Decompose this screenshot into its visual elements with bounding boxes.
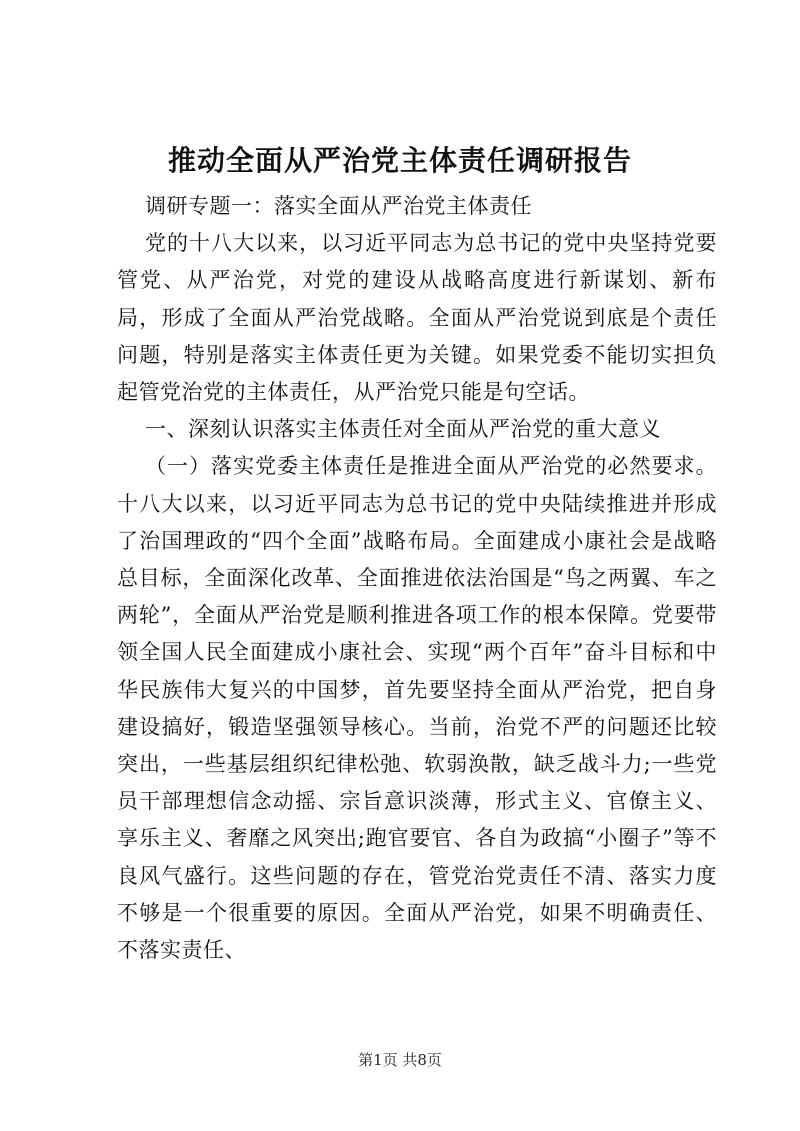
page-footer: 第1页 共8页 (358, 1051, 442, 1069)
document-body (117, 188, 717, 969)
document-title: 推动全面从严治党主体责任调研报告 (167, 144, 632, 177)
paragraph-subsection-1: （一）落实党委主体责任是推进全面从严治党的必然要求。十八大以来，以习近平同志为总书记的党中央陆续推进并形成了治国理政的“四个全面”战略布局。全面建成小康社会是战略总目标，全面深化改革、全面推进依法治国是“鸟之两翼、车之两轮”，全面从严治党是顺利推进各项工作的根本保障。党要带领全国人民全面建成小康社会、实现“两个百年”奋斗目标和中华民族伟大复兴的中国梦，首先要坚持全面从严治党，把自身建设搞好，锻造坚强领导核心。当前，治党不严的问题还比较突出，一些基层组织纪律松弛、软弱涣散，缺乏战斗力;一些党员干部理想信念动摇、宗旨意识淡薄，形式主义、官僚主义、享乐主义、奢靡之风突出;跑官要官、各自为政搞“小圈子”等不良风气盛行。这些问题的存在，管党治党责任不清、落实力度不够是一个很重要的原因。全面从严治党，如果不明确责任、不落实责任、 (117, 454, 717, 963)
paragraph-intro: 党的十八大以来，以习近平同志为总书记的党中央坚持党要管党、从严治党，对党的建设从战略高度进行新谋划、新布局，形成了全面从严治党战略。全面从严治党说到底是个责任问题，特别是落实主体责任更为关键。如果党委不能切实担负起管党治党的主体责任，从严治党只能是句空话。 (117, 231, 717, 405)
section-heading: 一、深刻认识落实主体责任对全面从严治党的重大意义 (145, 417, 661, 442)
paragraph-topic-heading: 调研专题一：落实全面从严治党主体责任 (145, 194, 532, 218)
